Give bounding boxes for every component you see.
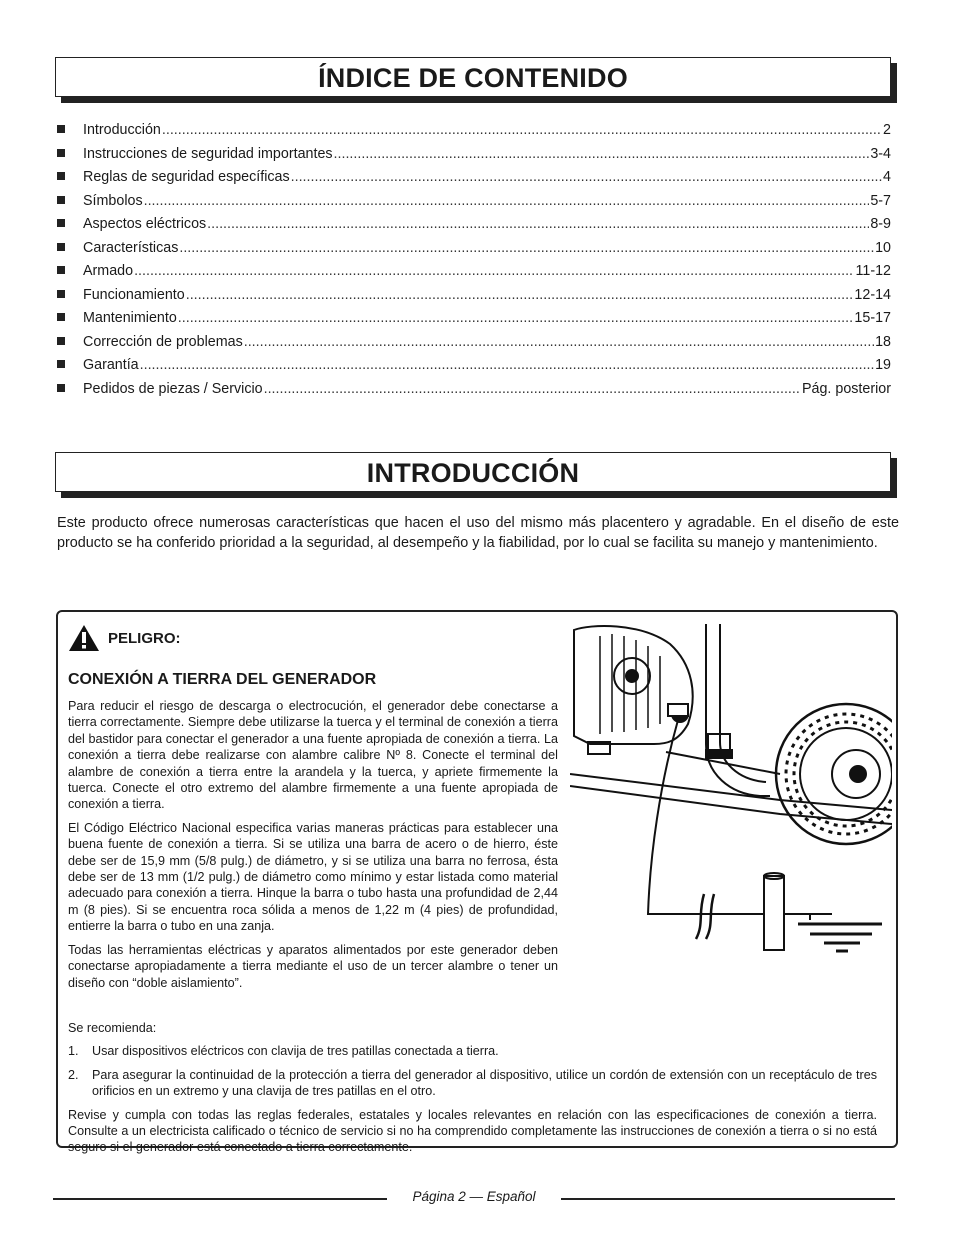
danger-full-text: [68, 1020, 877, 1163]
recommendation-list: [68, 1043, 877, 1099]
toc-item-page: 10: [875, 239, 891, 256]
toc-item-label: Armado: [83, 263, 134, 279]
toc-item-page: 19: [875, 357, 891, 373]
dot-leader: [179, 240, 874, 256]
toc-item-label: Introducción: [83, 122, 161, 138]
intro-title-banner: [55, 452, 891, 492]
intro-paragraph: Este producto ofrece numerosas características que hacen el uso del mismo más placentero y agradable. En el diseño de este producto se ha conferido prioridad a la seguridad, al desempeño y la fiabilidad, por lo cual se facilita su manejo y mantenimiento.: [57, 515, 899, 551]
footer-rule-right: [561, 1198, 895, 1200]
toc-title: ÍNDICE DE CONTENIDO: [318, 63, 628, 93]
toc-item-label: Funcionamiento: [83, 286, 185, 303]
dot-leader: [162, 122, 882, 138]
page-footer: [53, 1186, 895, 1208]
toc-item[interactable]: [57, 381, 891, 405]
toc-item-label: Características: [83, 239, 179, 256]
toc-item-page: 15-17: [854, 310, 891, 326]
toc-item-label: Corrección de problemas: [83, 333, 243, 350]
list-item: [68, 1067, 877, 1100]
square-bullet-icon: [57, 219, 65, 227]
toc-item-label: Símbolos: [83, 192, 143, 209]
danger-box: [56, 610, 898, 1155]
danger-paragraph: Se recomienda:: [68, 1021, 157, 1035]
toc-item-label: Garantía: [83, 357, 139, 373]
toc-item-label: Aspectos eléctricos: [83, 216, 207, 232]
toc-item-label: Pedidos de piezas / Servicio: [83, 380, 263, 397]
dot-leader: [140, 357, 874, 373]
toc-item-page: Pág. posterior: [801, 380, 891, 397]
square-bullet-icon: [57, 290, 65, 298]
dot-leader: [291, 169, 882, 185]
toc-item[interactable]: [57, 263, 891, 287]
toc-item-page: 3-4: [870, 145, 891, 162]
dot-leader: [186, 287, 854, 303]
toc-item-page: 4: [883, 169, 891, 185]
list-text: Usar dispositivos eléctricos con clavija de tres patillas conectada a tierra.: [92, 1044, 499, 1059]
dot-leader: [134, 263, 854, 279]
danger-paragraph: Para reducir el riesgo de descarga o electrocución, el generador debe conectarse a tierra correctamente. Siempre debe utilizarse la tuerca y el terminal de conexión a tierra del bastidor para conectar el generador a una fuente apropiada de conexión a tierra. La conexión a tierra debe realizarse con alambre calibre Nº 8. Conecte el terminal del alambre de conexión a tierra entre la arandela y la tuerca, y apriete firmemente la tuerca. Conecte el otro extremo del alambre firmemente a una fuente apropiada de conexión a tierra.: [68, 699, 558, 812]
toc-item[interactable]: [57, 193, 891, 217]
list-number: 2.: [68, 1067, 79, 1082]
toc-item[interactable]: [57, 216, 891, 240]
toc-item-label: Reglas de seguridad específicas: [83, 169, 290, 185]
square-bullet-icon: [57, 172, 65, 180]
toc-item-label: Mantenimiento: [83, 310, 177, 326]
toc-item[interactable]: [57, 310, 891, 334]
toc-title-banner: [55, 57, 891, 97]
list-text: Para asegurar la continuidad de la protección a tierra del generador al dispositivo, utilice un cordón de extensión con un receptáculo de tres orificios en un extremo y una clavija de tres patillas en el otro.: [92, 1067, 877, 1099]
footer-text: Página 2 — Español: [412, 1189, 536, 1204]
dot-leader: [334, 146, 870, 162]
toc-item[interactable]: [57, 357, 891, 381]
square-bullet-icon: [57, 196, 65, 204]
danger-label: PELIGRO:: [108, 629, 181, 647]
toc-item[interactable]: [57, 122, 891, 146]
danger-paragraph: El Código Eléctrico Nacional especifica varias maneras prácticas para establecer una buena fuente de conexión a tierra. Si se utiliza una barra de acero o de hierro, éste debe ser de 15,9 mm (5/8 pulg.) de diámetro, y si se utiliza una barra no ferrosa, ésta debe ser de 13 mm (1/2 pulg.) de diámetro como mínimo y estar listada como material adecuado para conexión a tierra. Hinque la barra o tubo hasta una profundidad de 2,44 m (8 pies). Si se encuentra roca sólida a menos de 1,22 m (4 pies) de profundidad, entierre la barra o tubo en una zanja.: [68, 820, 558, 934]
dot-leader: [178, 310, 854, 326]
grounding-heading: CONEXIÓN A TIERRA DEL GENERADOR: [68, 671, 377, 688]
toc-item-page: 2: [883, 122, 891, 138]
square-bullet-icon: [57, 243, 65, 251]
intro-title: INTRODUCCIÓN: [366, 458, 580, 488]
dot-leader: [207, 216, 869, 232]
toc-item-label: Instrucciones de seguridad importantes: [83, 145, 333, 162]
square-bullet-icon: [57, 313, 65, 321]
square-bullet-icon: [57, 337, 65, 345]
danger-column-text: [68, 698, 558, 998]
square-bullet-icon: [57, 360, 65, 368]
toc-item-page: 11-12: [855, 263, 891, 279]
toc-item[interactable]: [57, 287, 891, 311]
square-bullet-icon: [57, 266, 65, 274]
toc-item[interactable]: [57, 240, 891, 264]
toc-item-page: 8-9: [870, 216, 891, 232]
footer-rule-left: [53, 1198, 387, 1200]
toc-item-page: 12-14: [854, 286, 891, 303]
toc-item-page: 18: [875, 333, 891, 350]
square-bullet-icon: [57, 384, 65, 392]
toc-list: [57, 122, 891, 404]
danger-paragraph: Todas las herramientas eléctricas y aparatos alimentados por este generador deben conectarse apropiadamente a tierra mediante el uso de un tercer alambre o tener un diseño con “doble aislamiento”.: [68, 942, 558, 990]
square-bullet-icon: [57, 149, 65, 157]
danger-header: [68, 624, 181, 652]
dot-leader: [264, 381, 801, 397]
toc-item[interactable]: [57, 169, 891, 193]
square-bullet-icon: [57, 125, 65, 133]
toc-item[interactable]: [57, 146, 891, 170]
dot-leader: [144, 193, 870, 209]
dot-leader: [244, 334, 874, 350]
danger-paragraph: Revise y cumpla con todas las reglas federales, estatales y locales relevantes en relación con las especificaciones de conexión a tierra. Consulte a un electricista calificado o técnico de servicio si no ha comprendido completamente las instrucciones de conexión a tierra o si no está seguro si el generador está conectado a tierra correctamente.: [68, 1107, 877, 1155]
toc-item-page: 5-7: [870, 192, 891, 209]
generator-grounding-illustration: [570, 624, 892, 954]
warning-triangle-icon: [68, 624, 100, 652]
list-item: [68, 1043, 877, 1059]
list-number: 1.: [68, 1044, 79, 1059]
toc-item[interactable]: [57, 334, 891, 358]
